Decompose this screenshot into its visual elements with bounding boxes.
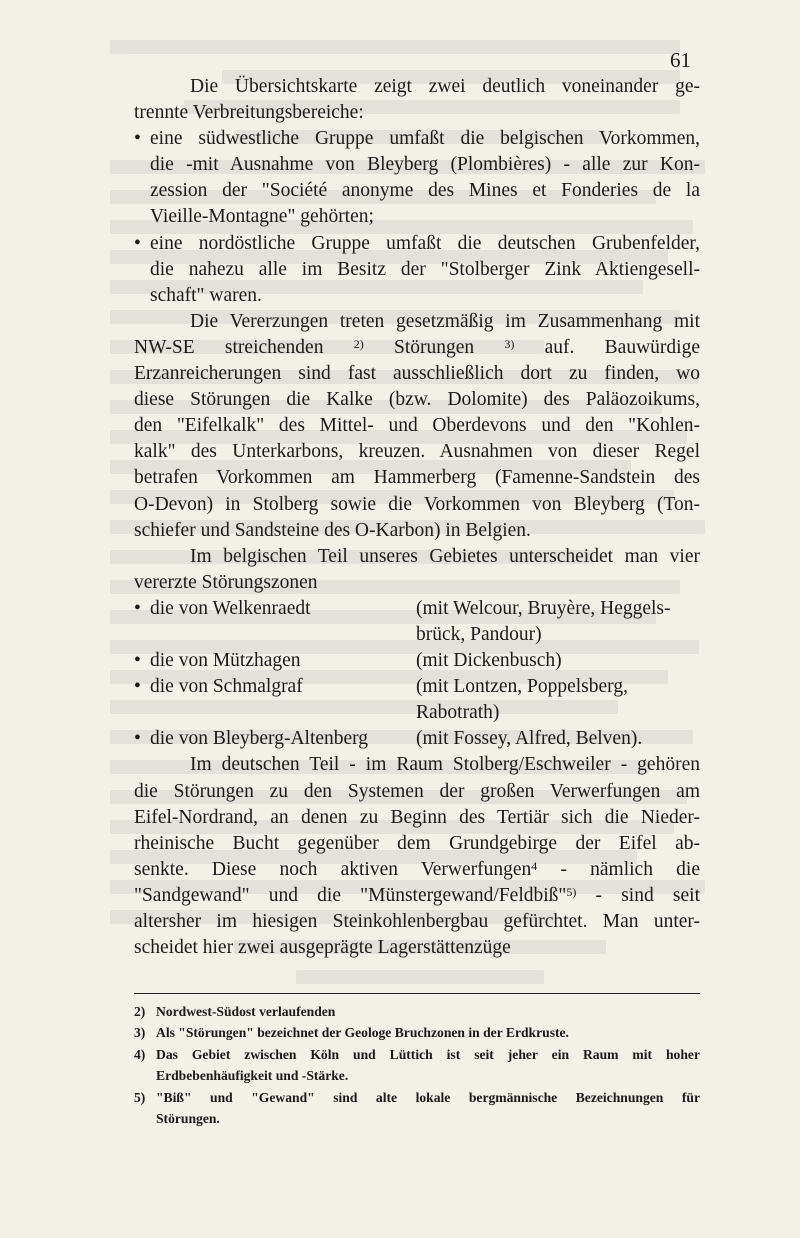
- footnote-text: Als "Störungen" bezeichnet der Geologe Bruchzonen in der Erdkruste.: [156, 1025, 569, 1041]
- text-line: altersher im hiesigen Steinkohlenbergbau gefürchtet. Man unter-: [134, 911, 700, 932]
- text-span: senkte. Diese noch aktiven Verwerfungen: [134, 858, 532, 880]
- zone-list: [134, 596, 700, 753]
- group-list: [134, 126, 700, 309]
- footnote-number: 2): [134, 1004, 146, 1019]
- text-line: den "Eifelkalk" des Mittel- und Oberdevons und den "Kohlen-: [134, 415, 700, 437]
- paragraph-german: [134, 752, 700, 961]
- footnote-number: 4): [134, 1046, 146, 1062]
- text-span: - sind seit: [576, 884, 700, 906]
- zone-detail: [416, 648, 700, 674]
- footnote-text: Störungen.: [156, 1111, 220, 1127]
- text-line: schiefer und Sandsteine des O-Karbon) in Belgien.: [134, 519, 531, 541]
- text-line: Eifel-Nordrand, an denen zu Beginn des Tertiär sich die Nieder-: [134, 806, 700, 828]
- footnote-continuation: [134, 1065, 700, 1086]
- text-line: die -mit Ausnahme von Bleyberg (Plombières) - alle zur Kon-: [150, 154, 700, 176]
- paragraph-belgian: [134, 544, 700, 596]
- page-number: 61: [670, 48, 691, 72]
- zone-row: [134, 674, 700, 726]
- footnote-divider: [134, 993, 700, 994]
- text-line: trennte Verbreitungsbereiche:: [134, 102, 364, 124]
- footnote-continuation: [134, 1108, 700, 1129]
- main-text: [134, 74, 700, 961]
- text-line: scheidet hier zwei ausgeprägte Lagerstättenzüge: [134, 937, 511, 959]
- text-span: NW-SE streichenden: [134, 336, 354, 358]
- footnote-number: 5): [134, 1089, 146, 1105]
- text-line: (mit Lontzen, Poppelsberg,: [416, 676, 628, 698]
- footnote-text: Das Gebiet zwischen Köln und Lüttich ist seit jeher ein Raum mit hoher: [156, 1046, 700, 1062]
- text-line: vererzte Störungszonen: [134, 571, 318, 593]
- text-line: Im belgischen Teil unseres Gebietes unterscheidet man vier: [190, 545, 700, 567]
- paragraph-vererzungen: [134, 309, 700, 544]
- text-line: [134, 335, 700, 361]
- zone-detail: [416, 674, 700, 726]
- text-line: Erzanreicherungen sind fast ausschließlich dort zu finden, wo: [134, 363, 700, 385]
- zone-row: [134, 726, 700, 752]
- text-line: die Störungen zu den Systemen der großen Verwerfungen am: [134, 780, 700, 802]
- text-line: [134, 857, 700, 883]
- text-span: auf. Bauwürdige: [514, 336, 700, 358]
- footnotes: [134, 1001, 700, 1129]
- text-line: (mit Dickenbusch): [416, 650, 562, 672]
- text-line: Im deutschen Teil - im Raum Stolberg/Eschweiler - gehören: [190, 754, 700, 776]
- zone-name: • die von Welkenraedt: [134, 596, 416, 648]
- footnote-text: Erdbebenhäufigkeit und -Stärke.: [156, 1068, 349, 1084]
- text-span: - nämlich die: [537, 858, 700, 880]
- list-item: • eine südwestliche Gruppe umfaßt die belgischen Vorkommen,: [134, 126, 700, 152]
- list-item: • eine nordöstliche Gruppe umfaßt die deutschen Grubenfelder,: [134, 231, 700, 257]
- footnote-text: "Biß" und "Gewand" sind alte lokale bergmännische Bezeichnungen für: [156, 1089, 700, 1105]
- footnote: [134, 1022, 700, 1043]
- text-line: O-Devon) in Stolberg sowie die Vorkommen von Bleyberg (Ton-: [134, 493, 700, 515]
- text-line: die nahezu alle im Besitz der "Stolberger Zink Aktiengesell-: [150, 258, 700, 280]
- footnote-text: Nordwest-Südost verlaufenden: [156, 1004, 336, 1019]
- text-line: diese Störungen die Kalke (bzw. Dolomite) des Paläozoikums,: [134, 389, 700, 411]
- zone-name: • die von Schmalgraf: [134, 674, 416, 726]
- zone-row: [134, 648, 700, 674]
- zone-name: • die von Bleyberg-Altenberg: [134, 726, 416, 752]
- footnote-ref: 3): [504, 336, 515, 351]
- zone-detail: [416, 726, 700, 752]
- text-line: rheinische Bucht gegenüber dem Grundgebirge der Eifel ab-: [134, 832, 700, 854]
- text-line: kalk" des Unterkarbons, kreuzen. Ausnahmen von dieser Regel: [134, 441, 700, 463]
- footnote: [134, 1044, 700, 1065]
- footnote-ref: 2): [353, 336, 364, 351]
- zone-name: • die von Mützhagen: [134, 648, 416, 674]
- text-line: brück, Pandour): [416, 623, 542, 645]
- text-line: schaft" waren.: [150, 284, 262, 306]
- text-line: Vieille-Montagne" gehörten;: [150, 206, 374, 228]
- text-span: Störungen: [363, 336, 505, 358]
- zone-detail: [416, 596, 700, 648]
- text-line: Die Übersichtskarte zeigt zwei deutlich voneinander ge-: [190, 76, 700, 97]
- text-span: "Sandgewand" und die "Münstergewand/Feldbiß": [134, 884, 567, 906]
- footnote: [134, 1087, 700, 1108]
- text-line: betrafen Vorkommen am Hammerberg (Famenne-Sandstein des: [134, 467, 700, 489]
- footnote-number: 3): [134, 1025, 146, 1041]
- footnote: [134, 1001, 700, 1022]
- text-line: [134, 883, 700, 909]
- footnote-ref: 5): [566, 884, 577, 899]
- text-line: Rabotrath): [416, 702, 500, 724]
- text-line: Die Vererzungen treten gesetzmäßig im Zusammenhang mit: [190, 310, 700, 332]
- footnote-ref: 4: [531, 858, 538, 873]
- text-line: zession der "Société anonyme des Mines et Fonderies de la: [150, 180, 700, 202]
- zone-row: [134, 596, 700, 648]
- text-line: (mit Fossey, Alfred, Belven).: [416, 728, 643, 750]
- text-line: (mit Welcour, Bruyère, Heggels-: [416, 597, 671, 619]
- intro-paragraph: [134, 74, 700, 126]
